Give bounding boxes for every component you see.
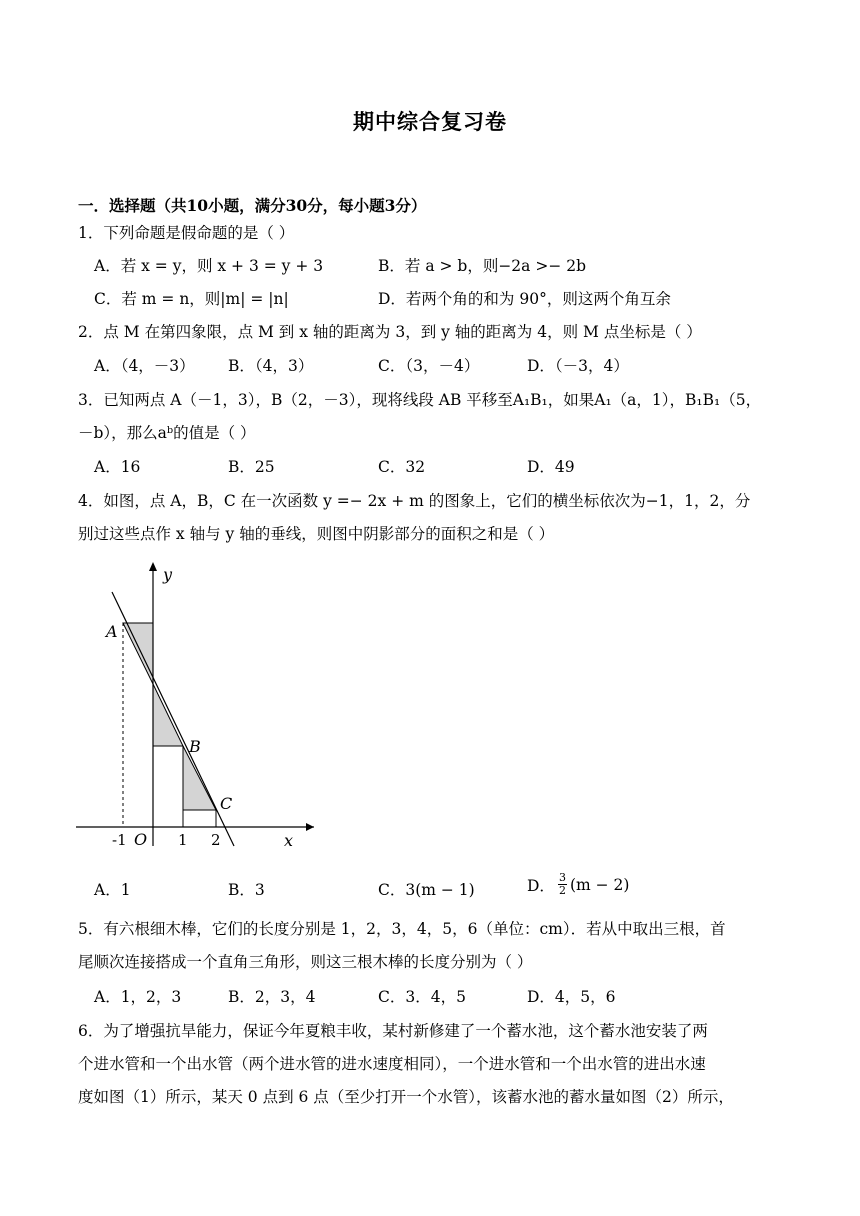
q3-stem-line2: －b），那么aᵇ的值是（ ）	[78, 424, 256, 442]
q3-option-a: A．16	[94, 458, 141, 476]
q1-option-c: C．若 m = n，则|m| = |n|	[94, 290, 289, 308]
q5-option-d: D．4，5，6	[527, 988, 616, 1006]
q1-stem: 1．下列命题是假命题的是（ ）	[78, 224, 295, 242]
q4-option-d-fraction	[558, 872, 567, 897]
q6-line1: 6．为了增强抗旱能力，保证今年夏粮丰收，某村新修建了一个蓄水池，这个蓄水池安装了两	[78, 1022, 708, 1040]
q3-option-d: D．49	[527, 458, 575, 476]
q4-figure	[70, 556, 330, 856]
q2-option-c: C．（3，－4）	[378, 357, 480, 375]
q4-option-c: C．3(m − 1)	[378, 881, 475, 899]
point-label-c: C	[220, 794, 233, 813]
point-label-b: B	[189, 737, 201, 756]
q4-stem-line1: 4．如图，点 A，B，C 在一次函数 y =− 2x + m 的图象上，它们的横坐标依次为−1，1，2，分	[78, 492, 751, 510]
y-axis-label: y	[163, 565, 173, 584]
q5-option-a: A．1，2，3	[94, 988, 182, 1006]
q5-option-c: C．3．4，5	[378, 988, 466, 1006]
q1-option-a: A．若 x = y，则 x + 3 = y + 3	[94, 257, 324, 275]
q5-stem-line1: 5．有六根细木棒，它们的长度分别是 1，2，3，4，5，6（单位：cm）．若从中取出三根，首	[78, 920, 726, 938]
q2-option-d: D．（－3，4）	[527, 357, 629, 375]
origin-label: O	[134, 830, 148, 849]
x-axis-arrow	[306, 823, 314, 831]
q4-option-a: A．1	[94, 881, 131, 899]
q2-option-a: A．（4，－3）	[94, 357, 195, 375]
function-line	[112, 592, 234, 846]
fraction-numerator: 3	[558, 871, 566, 884]
section-heading: 一．选择题（共10小题，满分30分，每小题3分）	[78, 196, 427, 215]
y-axis-arrow	[149, 562, 157, 571]
q4-stem-line2: 别过这些点作 x 轴与 y 轴的垂线，则图中阴影部分的面积之和是（ ）	[78, 525, 555, 543]
q1-option-b: B．若 a > b，则−2a >− 2b	[378, 257, 587, 275]
q1-option-d: D．若两个角的和为 90°，则这两个角互余	[378, 290, 671, 308]
tick-label-1: 1	[178, 831, 188, 849]
q3-option-c: C．32	[378, 458, 426, 476]
shade-triangle-b	[153, 684, 183, 746]
q2-option-b: B．（4，3）	[228, 357, 314, 375]
fraction-denominator: 2	[558, 884, 566, 897]
q4-option-d-rest: (m − 2)	[569, 875, 630, 894]
tick-label-neg1: -1	[112, 831, 127, 849]
q3-option-b: B．25	[228, 458, 275, 476]
x-axis-label: x	[284, 831, 294, 850]
q4-option-d-prefix: D．	[527, 876, 555, 895]
q5-option-b: B．2，3，4	[228, 988, 316, 1006]
page-title: 期中综合复习卷	[353, 109, 507, 134]
q4-option-d	[527, 872, 629, 897]
q3-stem-line1: 3．已知两点 A（－1，3），B（2，－3），现将线段 AB 平移至A₁B₁，如果A₁（a，1），B₁B₁（5，	[78, 391, 762, 409]
q6-line3: 度如图（1）所示，某天 0 点到 6 点（至少打开一个水管），该蓄水池的蓄水量如图（2）所示，	[78, 1088, 734, 1106]
shade-triangle-a	[123, 623, 153, 684]
q6-line2: 个进水管和一个出水管（两个进水管的进水速度相同），一个进水管和一个出水管的进出水速	[78, 1055, 706, 1073]
q5-stem-line2: 尾顺次连接搭成一个直角三角形，则这三根木棒的长度分别为（ ）	[78, 953, 533, 971]
q4-option-b: B．3	[228, 881, 265, 899]
point-label-a: A	[106, 622, 118, 641]
q2-stem: 2．点 M 在第四象限，点 M 到 x 轴的距离为 3，到 y 轴的距离为 4，则 M 点坐标是（ ）	[78, 323, 702, 341]
tick-label-2: 2	[211, 831, 221, 849]
